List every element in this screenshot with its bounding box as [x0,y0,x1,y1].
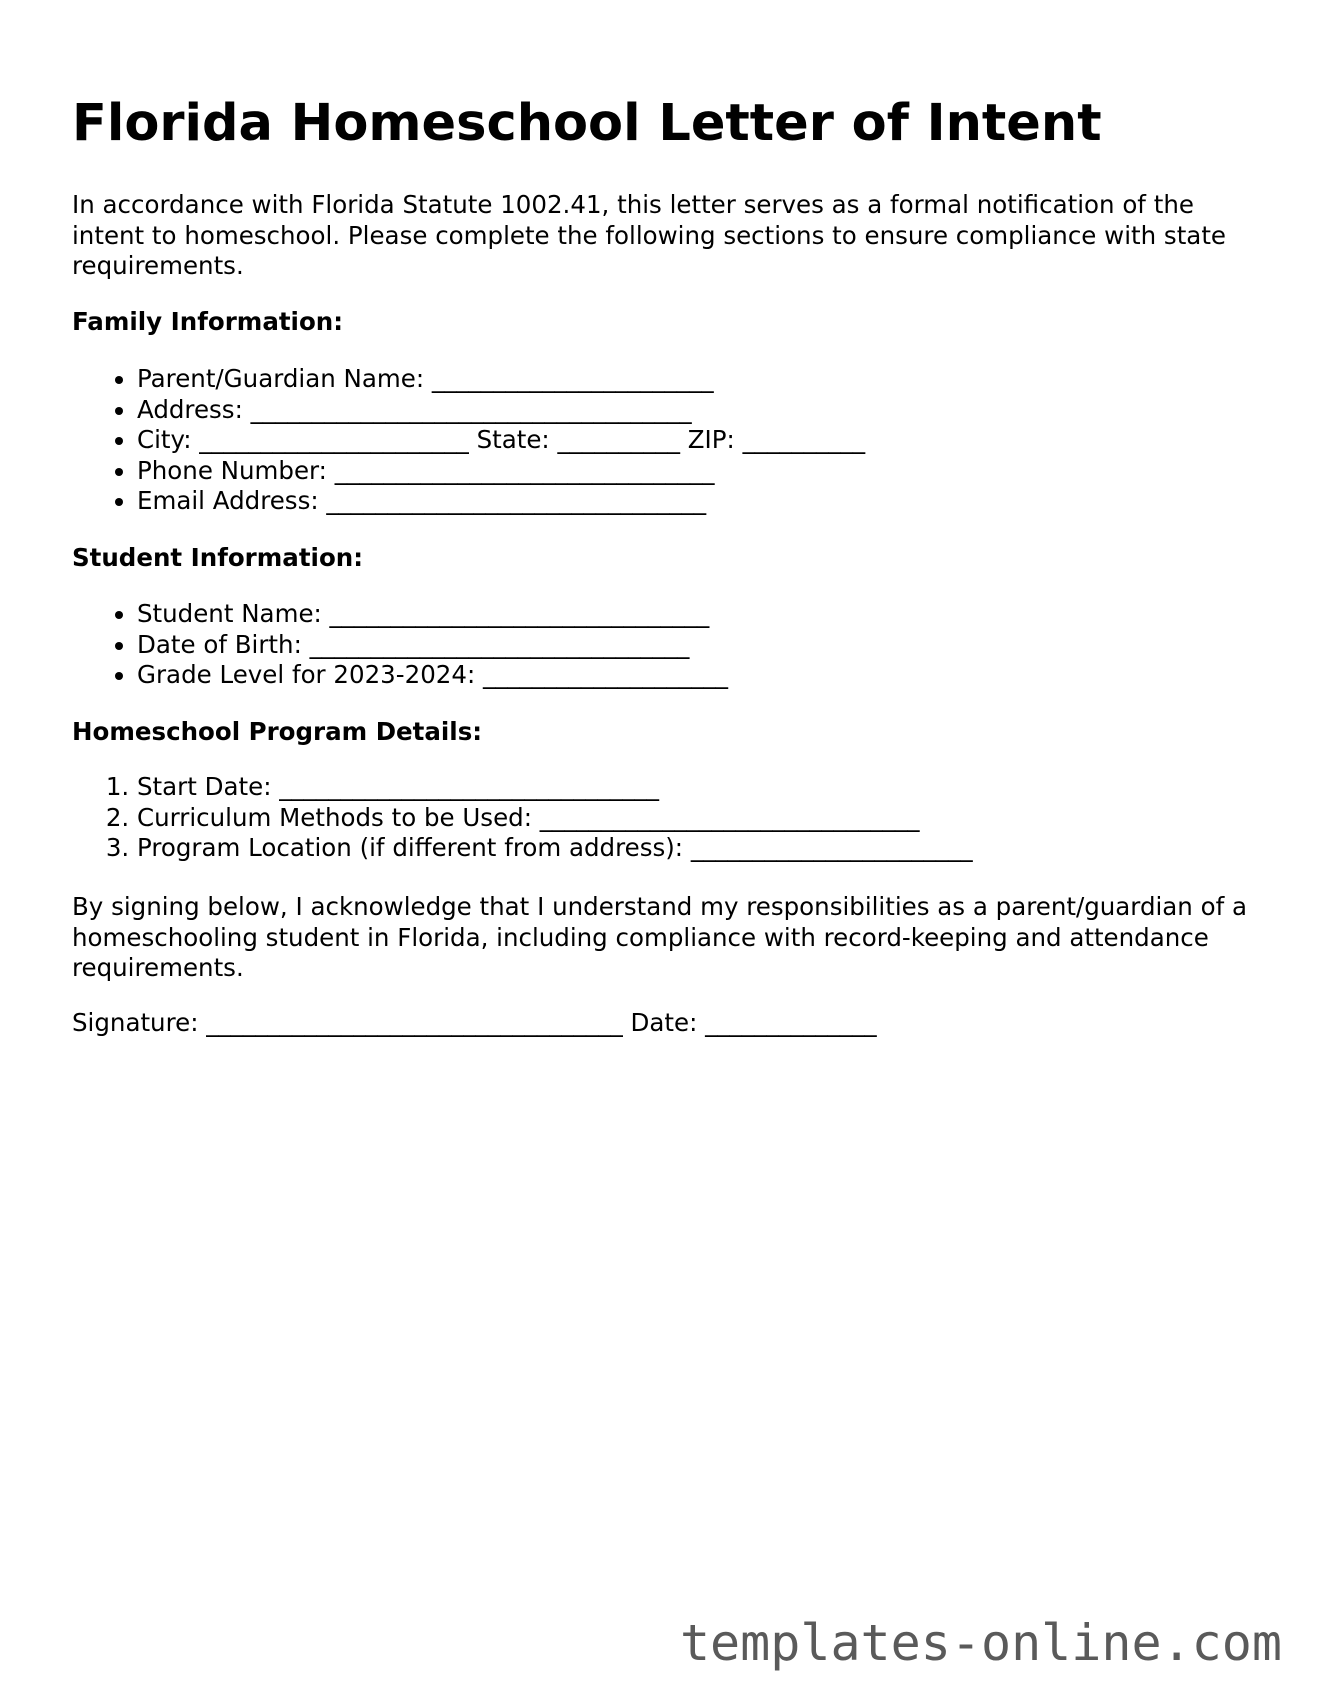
program-details-list [72,772,973,864]
intro-paragraph: In accordance with Florida Statute 1002.41, this letter serves as a formal notification of the intent to homeschool. Please complete the following sections to ensure compliance with state requirements. [72,190,1227,280]
email-address-field: • Email Address: _______________________________ [137,486,865,517]
parent-guardian-name-field: • Parent/Guardian Name: _______________________ [137,364,865,395]
student-information-heading: Student Information: [72,543,364,572]
curriculum-methods-field: 2. Curriculum Methods to be Used: _______________________________ [137,803,973,834]
acknowledgement-paragraph: By signing below, I acknowledge that I understand my responsibilities as a parent/guardian of a homeschooling student in Florida, including compliance with record-keeping and attendance requirements. [72,892,1248,982]
family-information-list [72,364,865,517]
student-name-field: • Student Name: _______________________________ [137,599,728,630]
program-details-heading: Homeschool Program Details: [72,717,483,746]
program-location-field: 3. Program Location (if different from address): _______________________ [137,833,973,864]
city-state-zip-field: • City: ______________________ State: __________ ZIP: __________ [137,425,865,456]
grade-level-field: • Grade Level for 2023-2024: ____________________ [137,660,728,691]
signature-date-line: Signature: __________________________________ Date: ______________ [72,1008,877,1037]
start-date-field: 1. Start Date: _______________________________ [137,772,973,803]
phone-number-field: • Phone Number: _______________________________ [137,456,865,487]
student-information-list [72,599,728,691]
watermark: templates-online.com [679,1614,1282,1672]
family-information-heading: Family Information: [72,307,344,336]
document-title: Florida Homeschool Letter of Intent [72,94,1102,153]
address-field: • Address: ____________________________________ [137,395,865,426]
date-of-birth-field: • Date of Birth: _______________________________ [137,630,728,661]
